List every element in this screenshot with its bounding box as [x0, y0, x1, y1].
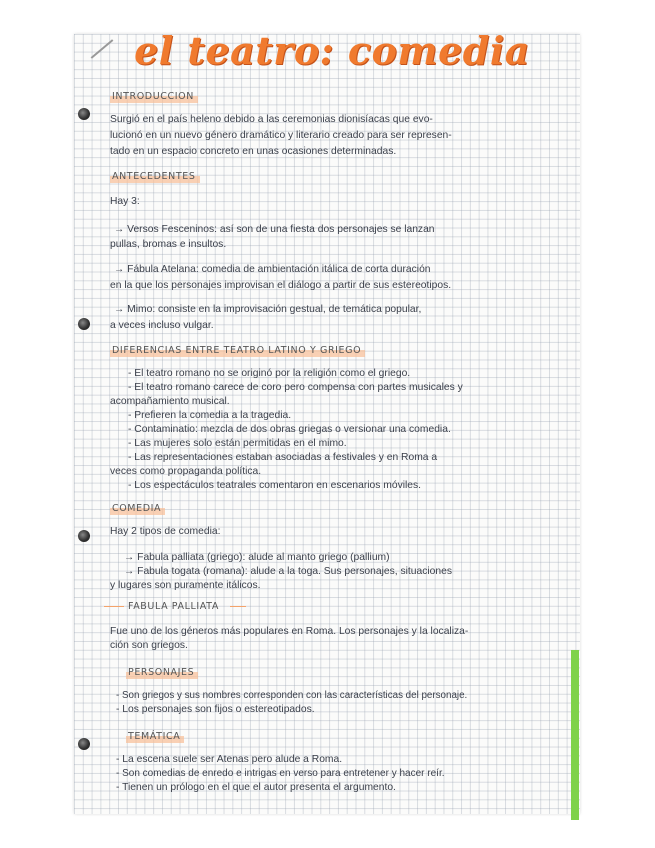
binder-hole — [78, 530, 90, 542]
list-item: - Tienen un prólogo en el que el autor presenta el argumento. — [116, 782, 396, 793]
section-heading-diferencias: DIFERENCIAS ENTRE TEATRO LATINO Y GRIEGO — [110, 344, 365, 357]
section-heading-fabula-palliata: FABULA PALLIATA — [128, 601, 219, 612]
section-heading-introduccion: INTRODUCCION — [110, 90, 198, 103]
section-heading-personajes: PERSONAJES — [126, 666, 198, 679]
list-item: - Los personajes son fijos o estereotipados. — [116, 704, 315, 715]
text-line: Hay 2 tipos de comedia: — [110, 526, 221, 537]
text-line: pullas, bromas e insultos. — [110, 239, 227, 250]
list-item: - Las mujeres solo están permitidas en el mimo. — [128, 438, 347, 449]
text-line: a veces incluso vulgar. — [110, 320, 214, 331]
text-line: en la que los personajes improvisan el diálogo a partir de sus estereotipos. — [110, 280, 452, 291]
list-item: - Las representaciones estaban asociadas a festivales y en Roma a — [128, 452, 438, 463]
list-item: → Fábula Atelana: comedia de ambientación itálica de corta duración — [114, 264, 431, 275]
list-item: → Mimo: consiste en la improvisación gestual, de temática popular, — [114, 304, 422, 315]
section-heading-tematica: TEMÁTICA — [126, 730, 184, 743]
section-heading-antecedentes: ANTECEDENTES — [110, 170, 200, 183]
list-item: - Contaminatio: mezcla de dos obras griegas o versionar una comedia. — [128, 424, 451, 435]
list-item: - Los espectáculos teatrales comentaron en escenarios móviles. — [128, 480, 422, 491]
list-item: - El teatro romano no se originó por la religión como el griego. — [128, 368, 411, 379]
binder-hole — [78, 108, 90, 120]
list-item: - El teatro romano carece de coro pero compensa con partes musicales y — [128, 382, 463, 393]
binder-hole — [78, 738, 90, 750]
text-line: ción son griegos. — [110, 640, 188, 651]
heading-rule-right — [230, 606, 246, 607]
text-line: Fue uno de los géneros más populares en Roma. Los personajes y la localiza- — [110, 626, 469, 637]
list-item: → Fabula togata (romana): alude a la toga. Sus personajes, situaciones — [124, 566, 452, 577]
text-line: Hay 3: — [110, 196, 140, 207]
text-line: lucionó en un nuevo género dramático y literario creado para ser represen- — [110, 130, 452, 141]
list-item: - Son comedias de enredo e intrigas en verso para entretener y hacer reír. — [116, 768, 445, 779]
list-item: - Son griegos y sus nombres corresponden con las características del personaje. — [116, 690, 468, 701]
text-line: veces como propaganda política. — [110, 466, 262, 477]
green-page-edge — [571, 650, 579, 820]
list-item: → Versos Fesceninos: así son de una fiesta dos personajes se lanzan — [114, 224, 435, 235]
heading-rule-left — [104, 606, 124, 607]
list-item: → Fabula palliata (griego): alude al manto griego (pallium) — [124, 552, 390, 563]
text-line: Surgió en el país heleno debido a las ceremonias dionisíacas que evo- — [110, 114, 433, 125]
text-line: tado en un espacio concreto en unas ocasiones determinadas. — [110, 146, 397, 157]
section-heading-comedia: COMEDIA — [110, 502, 165, 515]
text-line: y lugares son puramente itálicos. — [110, 580, 261, 591]
binder-hole — [78, 318, 90, 330]
list-item: - La escena suele ser Atenas pero alude a Roma. — [116, 754, 343, 765]
list-item: - Prefieren la comedia a la tragedia. — [128, 410, 292, 421]
page-title: el teatro: comedia — [134, 28, 530, 73]
text-line: acompañamiento musical. — [110, 396, 230, 407]
